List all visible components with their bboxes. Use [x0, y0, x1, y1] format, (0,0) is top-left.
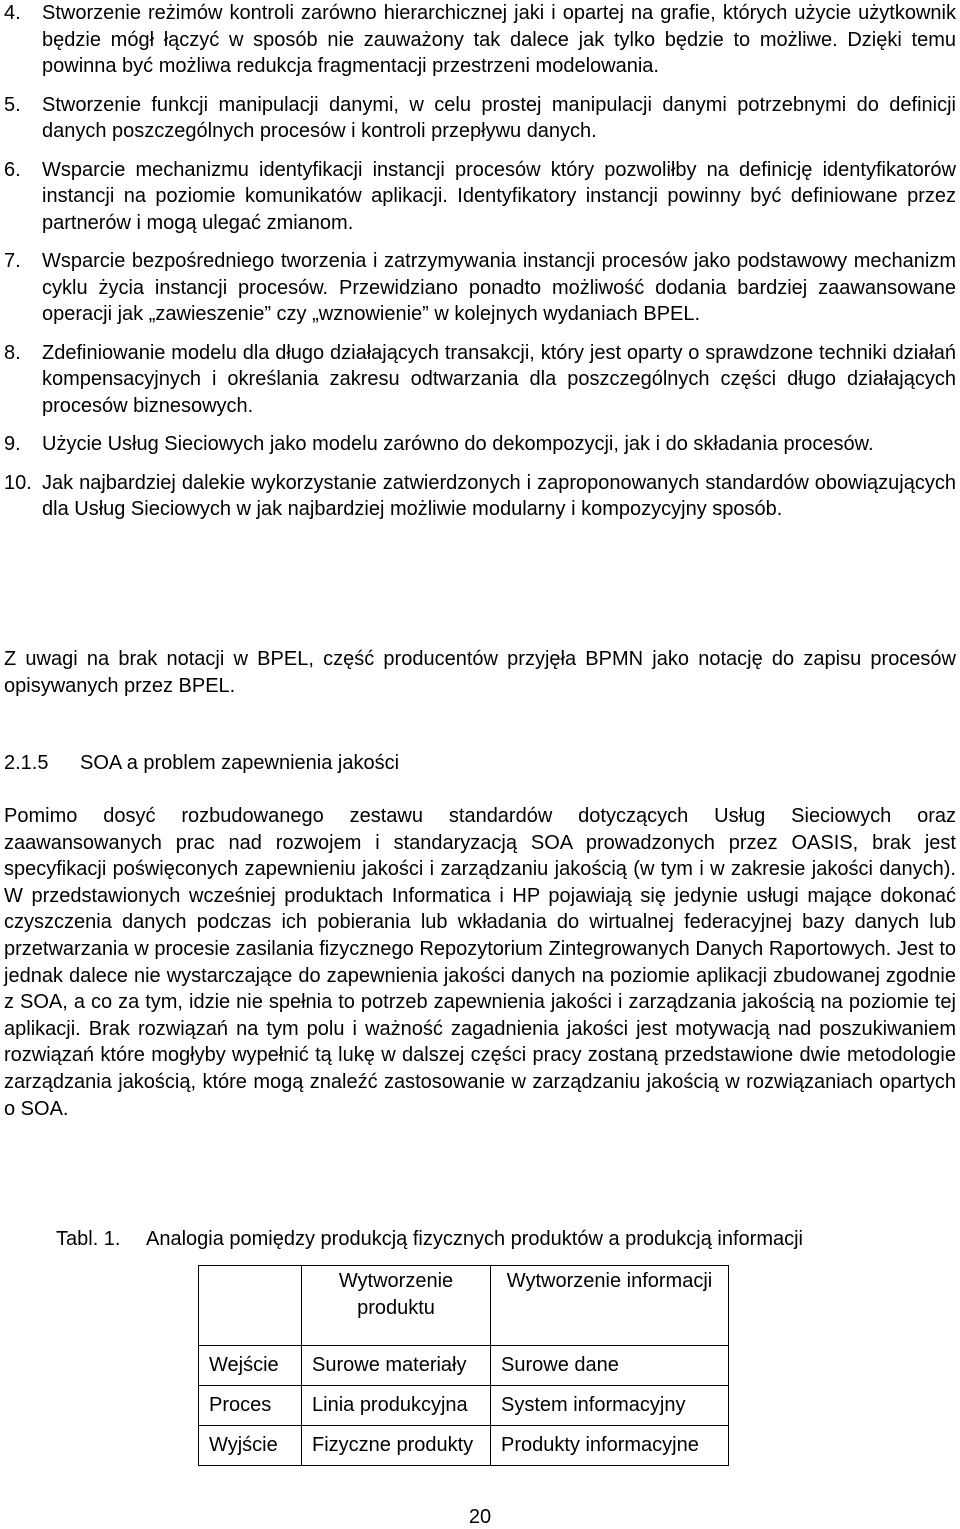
table-row	[199, 1426, 729, 1466]
list-item-text: Wsparcie bezpośredniego tworzenia i zatrzymywania instancji procesów jako podstawowy mechanizm cyklu życia instancji procesów. Przewidziano ponadto możliwość dodania bardziej zaawansowane operacji jak „zawieszenie” czy „wznowienie” w kolejnych wydaniach BPEL.	[42, 250, 956, 325]
list-item	[4, 248, 956, 328]
table-caption	[56, 1226, 803, 1253]
list-item	[4, 157, 956, 237]
list-item-number: 7.	[4, 250, 21, 272]
table-cell: System informacyjny	[491, 1386, 729, 1426]
list-item-number: 9.	[4, 433, 21, 455]
list-item-number: 10.	[4, 471, 32, 494]
table-cell: Wyjście	[199, 1426, 302, 1466]
list-item-text: Zdefiniowanie modelu dla długo działających transakcji, który jest oparty o sprawdzone techniki działań kompensacyjnych i określania zakresu odtwarzania dla poszczególnych części długo działających procesów biznesowych.	[42, 341, 956, 417]
list-item-number: 8.	[4, 341, 21, 364]
list-item-text: Wsparcie mechanizmu identyfikacji instancji procesów który pozwoliłby na definicję identyfikatorów instancji na poziomie komunikatów aplikacji. Identyfikatory instancji powinny być definiowane przez partnerów i mogą ulegać zmianom.	[42, 158, 956, 234]
list-item	[4, 92, 956, 145]
bpmn-note-paragraph: Z uwagi na brak notacji w BPEL, część producentów przyjęła BPMN jako notację do zapisu procesów opisywanych przez BPEL.	[4, 648, 956, 697]
requirements-list	[4, 0, 956, 535]
table-header-cell: Wytworzenie produktu	[302, 1266, 491, 1346]
table-row	[199, 1386, 729, 1426]
list-item-text: Stworzenie reżimów kontroli zarówno hierarchicznej jaki i opartej na grafie, których użycie użytkownik będzie mógł łączyć w sposób nie zauważony tak dalece jak tylko będzie to możliwe. Dzięki temu powinna być możliwa redukcja fragmentacji przestrzeni modelowania.	[42, 2, 956, 77]
page-number: 20	[468, 1506, 492, 1528]
body-paragraph: Pomimo dosyć rozbudowanego zestawu standardów dotyczących Usług Sieciowych oraz zaawansowanych prac nad rozwojem i standaryzacją SOA prowadzonych przez OASIS, brak jest specyfikacji poświęconych zapewnieniu jakości i zarządzaniu jakością (w tym i w zakresie jakości danych). W przedstawionych wcześniej produktach Informatica i HP pojawiają się jedynie usługi mające dokonać czyszczenia danych podczas ich pobierania lub wkładania do wirtualnej federacyjnej bazy danych lub przetwarzania w procesie zasilania fizycznego Repozytorium Zintegrowanych Danych Raportowych. Jest to jednak dalece nie wystarczające do zapewnienia jakości danych na poziomie aplikacji zbudowanej zgodnie z SOA, a co za tym, idzie nie spełnia to potrzeb zapewnienia jakości i zarządzania jakością na poziomie tej aplikacji. Brak rozwiązań na tym polu i ważność zagadnienia jakości jest motywacją nad poszukiwaniem rozwiązań które mogłyby wypełnić tą lukę w dalszej części pracy zostaną przedstawione dwie metodologie zarządzania jakością, które mogą znaleźć zastosowanie w zarządzaniu jakością w rozwiązaniach opartych o SOA.	[4, 805, 956, 1120]
table-cell: Linia produkcyjna	[302, 1386, 491, 1426]
table-cell: Surowe materiały	[302, 1346, 491, 1386]
list-item	[4, 470, 956, 523]
table-cell: Fizyczne produkty	[302, 1426, 491, 1466]
table-header-row	[199, 1266, 729, 1346]
list-item-number: 4.	[4, 2, 21, 24]
list-item-text: Użycie Usług Sieciowych jako modelu zarówno do dekompozycji, jak i do składania procesów.	[42, 433, 874, 455]
list-item-number: 5.	[4, 93, 21, 116]
list-item-text: Stworzenie funkcji manipulacji danymi, w celu prostej manipulacji danymi potrzebnymi do definicji danych poszczególnych procesów i kontroli przepływu danych.	[42, 93, 956, 142]
table-header-cell	[199, 1266, 302, 1346]
table-caption-text: Analogia pomiędzy produkcją fizycznych produktów a produkcją informacji	[146, 1228, 803, 1250]
table-cell: Surowe dane	[491, 1346, 729, 1386]
table-caption-number: Tabl. 1.	[56, 1228, 121, 1250]
list-item	[4, 431, 956, 458]
table-cell: Produkty informacyjne	[491, 1426, 729, 1466]
table-row	[199, 1346, 729, 1386]
list-item	[4, 340, 956, 420]
section-title: SOA a problem zapewnienia jakości	[80, 752, 400, 774]
list-item-text: Jak najbardziej dalekie wykorzystanie zatwierdzonych i zaproponowanych standardów obowiązujących dla Usług Sieciowych w jak najbardziej możliwie modularny i kompozycyjny sposób.	[42, 471, 956, 520]
table-cell: Proces	[199, 1386, 302, 1426]
section-number: 2.1.5	[4, 752, 49, 774]
list-item	[4, 0, 956, 80]
list-item-number: 6.	[4, 158, 21, 181]
section-heading	[4, 750, 399, 777]
table-cell: Wejście	[199, 1346, 302, 1386]
table-header-cell: Wytworzenie informacji	[491, 1266, 729, 1346]
analogy-table	[198, 1265, 729, 1466]
